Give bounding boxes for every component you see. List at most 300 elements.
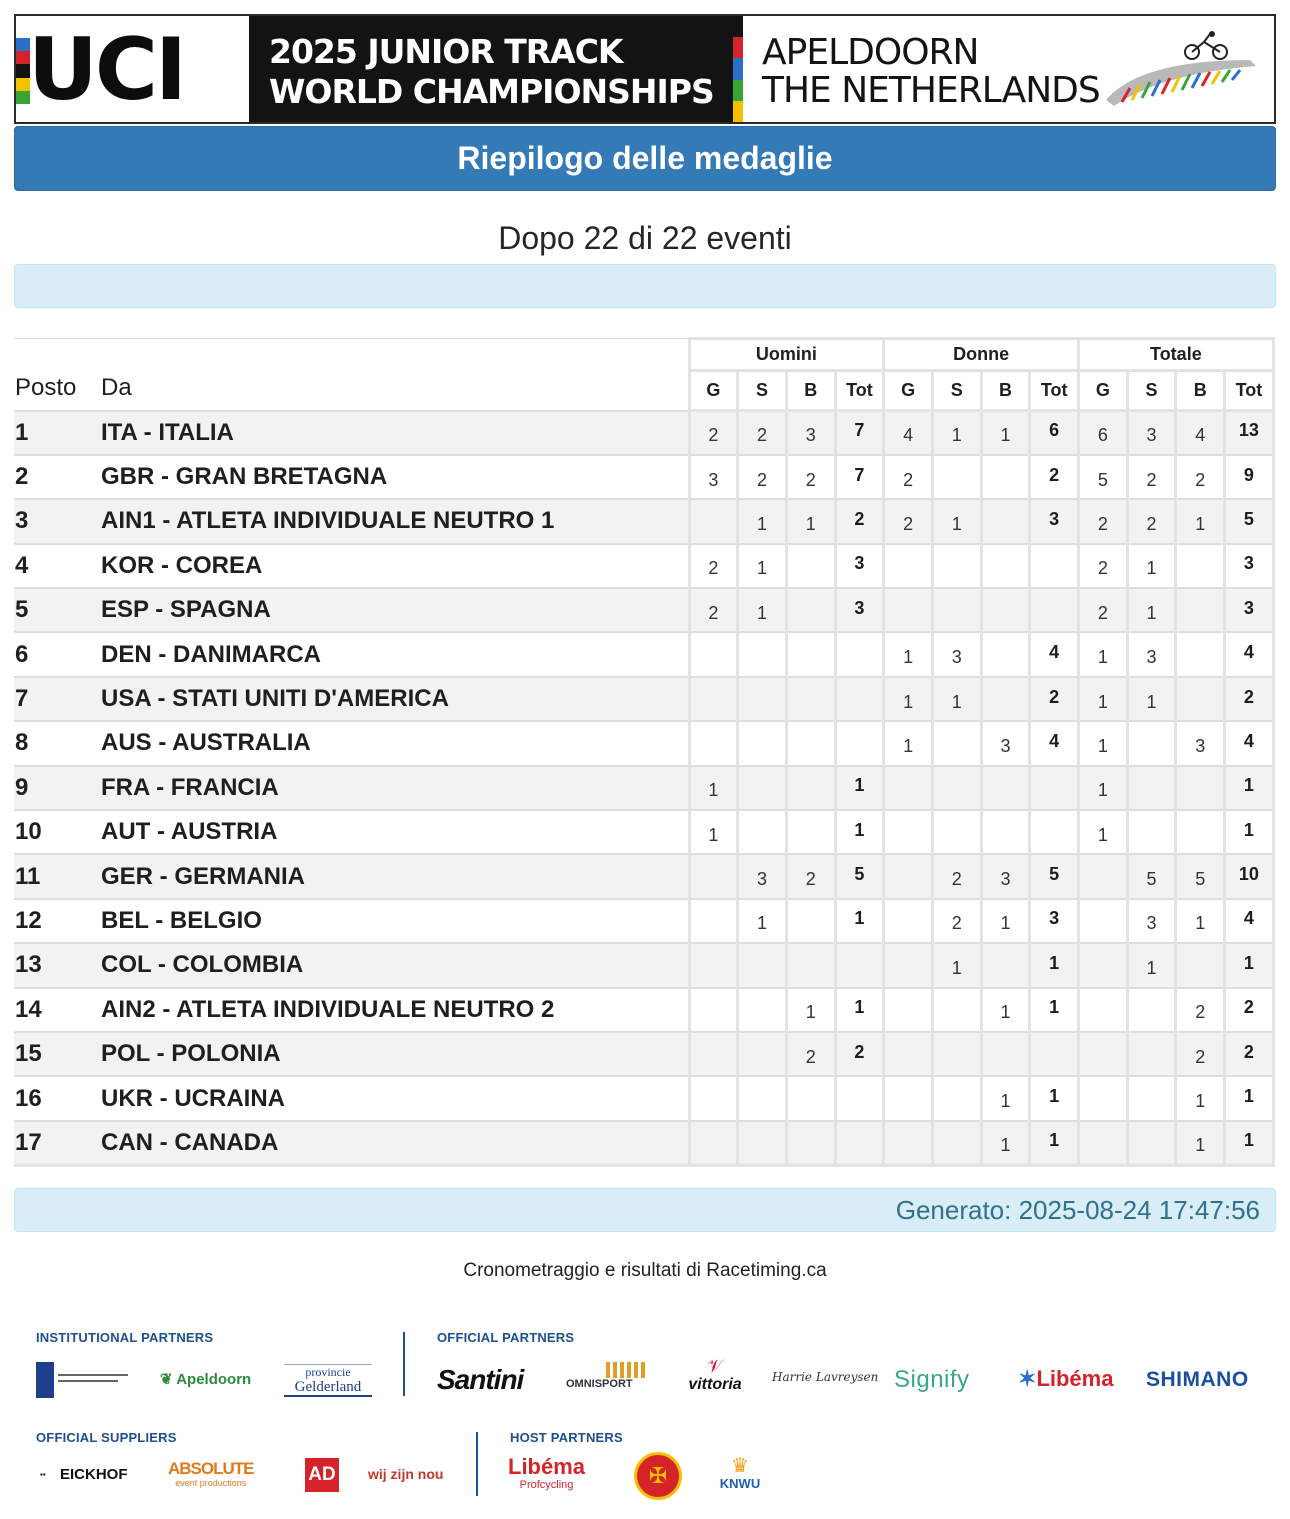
medal-count-cell	[835, 677, 884, 721]
medal-count-cell: 2	[884, 499, 933, 543]
uci-logo-block	[16, 16, 249, 122]
table-row	[14, 632, 1273, 676]
medal-count-cell: 1	[1030, 943, 1079, 987]
medal-count-cell	[981, 544, 1030, 588]
column-header-men-tot: Tot	[835, 371, 884, 411]
table-row	[14, 1032, 1273, 1076]
medal-count-cell: 1	[932, 943, 981, 987]
apeldoorn-logo-text: Apeldoorn	[176, 1371, 252, 1388]
nation-cell: GER - GERMANIA	[101, 854, 689, 898]
eickhof-logo	[40, 1466, 128, 1483]
medal-count-cell: 5	[835, 854, 884, 898]
medal-count-cell: 3	[981, 721, 1030, 765]
medal-count-cell: 4	[1030, 632, 1079, 676]
nation-cell: KOR - COREA	[101, 544, 689, 588]
medal-count-cell	[932, 810, 981, 854]
knwu-logo	[718, 1456, 762, 1491]
rank-cell: 10	[14, 810, 101, 854]
medal-count-cell: 1	[738, 899, 787, 943]
medal-count-cell: 1	[981, 1121, 1030, 1165]
rank-cell: 1	[14, 411, 101, 455]
medal-count-cell: 1	[932, 499, 981, 543]
medal-count-cell: 3	[1127, 411, 1176, 455]
medal-count-cell: 1	[1176, 1121, 1225, 1165]
nation-cell: POL - POLONIA	[101, 1032, 689, 1076]
medal-count-cell	[1030, 1032, 1079, 1076]
medal-count-cell: 2	[689, 544, 738, 588]
medal-count-cell: 2	[1079, 544, 1128, 588]
medal-count-cell: 13	[1225, 411, 1274, 455]
medal-count-cell: 2	[1127, 455, 1176, 499]
timing-credits: Cronometraggio e risultati di Racetiming.ca	[463, 1260, 827, 1281]
medal-count-cell	[981, 810, 1030, 854]
profcycling-text: Profcycling	[519, 1479, 574, 1491]
medal-count-cell: 7	[835, 411, 884, 455]
medal-count-cell	[1079, 854, 1128, 898]
leaf-icon: ❦	[160, 1371, 173, 1388]
medal-count-cell: 3	[689, 455, 738, 499]
medal-count-cell: 1	[884, 632, 933, 676]
medal-count-cell	[884, 544, 933, 588]
absolute-logo	[168, 1459, 254, 1490]
medal-count-cell	[1030, 588, 1079, 632]
medal-count-cell: 5	[1225, 499, 1274, 543]
divider	[403, 1332, 405, 1396]
medal-count-cell: 2	[738, 411, 787, 455]
medal-count-cell	[981, 588, 1030, 632]
medal-count-cell	[786, 899, 835, 943]
medal-count-cell	[786, 588, 835, 632]
medal-count-cell	[884, 810, 933, 854]
medal-count-cell	[1176, 943, 1225, 987]
medal-count-cell: 3	[932, 632, 981, 676]
uci-logo: UCI	[28, 20, 184, 120]
generated-timestamp: Generato: 2025-08-24 17:47:56	[14, 1188, 1276, 1232]
rank-cell: 16	[14, 1076, 101, 1120]
nation-cell: CAN - CANADA	[101, 1121, 689, 1165]
championship-banner	[14, 14, 1276, 124]
medal-count-cell: 2	[1079, 588, 1128, 632]
vittoria-logo	[685, 1356, 745, 1394]
medal-count-cell: 1	[981, 899, 1030, 943]
medal-count-cell: 1	[1079, 677, 1128, 721]
rank-cell: 3	[14, 499, 101, 543]
medal-count-cell	[689, 677, 738, 721]
table-row	[14, 766, 1273, 810]
nation-cell: AUS - AUSTRALIA	[101, 721, 689, 765]
medal-count-cell: 2	[1225, 1032, 1274, 1076]
medal-count-cell	[689, 988, 738, 1032]
medal-count-cell: 2	[1176, 455, 1225, 499]
gelderland-logo	[284, 1364, 372, 1397]
medal-count-cell: 1	[884, 721, 933, 765]
medal-count-cell: 2	[1176, 1032, 1225, 1076]
rank-column-header: Posto	[14, 339, 101, 411]
medal-count-cell	[884, 943, 933, 987]
medal-count-cell	[884, 899, 933, 943]
medal-count-cell	[981, 455, 1030, 499]
medal-count-cell: 1	[1079, 632, 1128, 676]
medal-count-cell	[932, 1032, 981, 1076]
crown-icon: ♛	[731, 1455, 749, 1477]
nation-cell: FRA - FRANCIA	[101, 766, 689, 810]
medal-count-cell	[689, 499, 738, 543]
medal-count-cell	[1127, 1032, 1176, 1076]
medal-count-cell: 2	[1030, 455, 1079, 499]
medal-count-cell: 2	[1079, 499, 1128, 543]
velodrome-cyclist-icon	[1100, 30, 1260, 110]
medal-count-cell	[689, 721, 738, 765]
page-title: Riepilogo delle medaglie	[14, 126, 1276, 191]
institutional-partners-header: INSTITUTIONAL PARTNERS	[36, 1330, 214, 1345]
medal-count-cell	[932, 544, 981, 588]
medal-count-cell: 4	[1225, 632, 1274, 676]
column-header-men-g: G	[689, 371, 738, 411]
rainbow-stripes-right	[733, 16, 743, 122]
rank-cell: 12	[14, 899, 101, 943]
medal-count-cell	[689, 632, 738, 676]
medal-count-cell: 7	[835, 455, 884, 499]
medal-count-cell	[1127, 1076, 1176, 1120]
medal-count-cell	[689, 1121, 738, 1165]
medal-count-cell	[738, 721, 787, 765]
table-row	[14, 411, 1273, 455]
nation-cell: BEL - BELGIO	[101, 899, 689, 943]
vittoria-logo-text: vittoria	[688, 1376, 742, 1393]
medal-count-cell	[884, 766, 933, 810]
apeldoorn-logo	[160, 1370, 251, 1388]
medal-count-cell	[738, 1121, 787, 1165]
medal-count-cell: 3	[1225, 544, 1274, 588]
table-row	[14, 988, 1273, 1032]
official-partners-header: OFFICIAL PARTNERS	[437, 1330, 575, 1345]
rank-cell: 4	[14, 544, 101, 588]
medal-count-cell: 4	[1030, 721, 1079, 765]
medal-count-cell: 2	[932, 899, 981, 943]
medal-count-cell	[1079, 899, 1128, 943]
column-header-women-b: B	[981, 371, 1030, 411]
nation-cell: USA - STATI UNITI D'AMERICA	[101, 677, 689, 721]
medal-count-cell	[1030, 544, 1079, 588]
medal-count-cell: 1	[1225, 810, 1274, 854]
women-group-header: Donne	[884, 339, 1079, 371]
official-suppliers-header: OFFICIAL SUPPLIERS	[36, 1430, 177, 1445]
medal-count-cell	[981, 632, 1030, 676]
medal-count-cell: 3	[786, 411, 835, 455]
medal-count-cell: 2	[786, 854, 835, 898]
medal-count-cell	[786, 810, 835, 854]
medal-count-cell	[835, 632, 884, 676]
medal-count-cell	[738, 1032, 787, 1076]
divider	[476, 1432, 478, 1496]
medal-count-cell	[786, 677, 835, 721]
medal-count-cell: 1	[1079, 721, 1128, 765]
city-line-2: THE NETHERLANDS	[762, 70, 1100, 111]
event-title-line-2: WORLD CHAMPIONSHIPS	[269, 72, 714, 111]
medal-count-cell: 6	[1079, 411, 1128, 455]
medal-count-cell: 2	[1225, 677, 1274, 721]
medal-count-cell	[835, 1121, 884, 1165]
medal-count-cell: 4	[1225, 721, 1274, 765]
harrie-lavreysen-signature: Harrie Lavreysen	[772, 1370, 879, 1384]
medal-count-cell: 3	[1176, 721, 1225, 765]
table-row	[14, 677, 1273, 721]
ad-logo: AD	[305, 1458, 339, 1492]
medal-count-cell: 1	[932, 677, 981, 721]
medal-table	[14, 337, 1275, 1167]
medal-count-cell	[1079, 1121, 1128, 1165]
medal-count-cell: 2	[738, 455, 787, 499]
absolute-logo-subtext: event productions	[175, 1478, 247, 1488]
medal-count-cell: 2	[689, 588, 738, 632]
libema-profcycling-logo	[508, 1454, 586, 1494]
libema-logo-text: Libéma	[1036, 1366, 1114, 1391]
table-row	[14, 588, 1273, 632]
medal-count-cell	[786, 943, 835, 987]
shimano-logo: SHIMANO	[1146, 1368, 1249, 1391]
medal-count-cell	[1030, 810, 1079, 854]
medal-count-cell	[884, 1121, 933, 1165]
nation-cell: AIN1 - ATLETA INDIVIDUALE NEUTRO 1	[101, 499, 689, 543]
medal-count-cell: 1	[689, 766, 738, 810]
medal-count-cell: 4	[884, 411, 933, 455]
nation-cell: COL - COLOMBIA	[101, 943, 689, 987]
medal-count-cell	[1127, 766, 1176, 810]
medal-count-cell	[932, 588, 981, 632]
medal-count-cell	[1030, 766, 1079, 810]
medal-count-cell	[835, 1076, 884, 1120]
ministry-logo	[36, 1362, 128, 1398]
medal-count-cell: 1	[981, 988, 1030, 1032]
medal-count-cell: 1	[1127, 588, 1176, 632]
star-icon: ✶	[1018, 1366, 1037, 1391]
medal-count-cell: 5	[1127, 854, 1176, 898]
medal-count-cell	[1127, 721, 1176, 765]
medal-count-cell: 1	[1225, 1121, 1274, 1165]
medal-count-cell	[1176, 810, 1225, 854]
medal-count-cell: 1	[1176, 899, 1225, 943]
medal-count-cell: 1	[689, 810, 738, 854]
medal-count-cell: 1	[738, 588, 787, 632]
medal-count-cell: 2	[884, 455, 933, 499]
nation-cell: GBR - GRAN BRETAGNA	[101, 455, 689, 499]
medal-count-cell	[932, 1076, 981, 1120]
gelderland-logo-line-1: provincie	[305, 1365, 351, 1379]
medal-count-cell	[1127, 810, 1176, 854]
info-box	[14, 264, 1276, 308]
medal-count-cell: 5	[1176, 854, 1225, 898]
events-progress: Dopo 22 di 22 eventi	[498, 220, 792, 256]
medal-count-cell: 3	[738, 854, 787, 898]
medal-count-cell: 2	[932, 854, 981, 898]
medal-count-cell	[1176, 632, 1225, 676]
medal-count-cell: 1	[835, 988, 884, 1032]
nation-cell: ESP - SPAGNA	[101, 588, 689, 632]
rank-cell: 5	[14, 588, 101, 632]
medal-count-cell	[738, 677, 787, 721]
eickhof-logo-text: EICKHOF	[60, 1466, 128, 1483]
medal-count-cell	[1079, 943, 1128, 987]
omnisport-logo-text: OMNISPORT	[566, 1378, 633, 1390]
medal-count-cell	[1079, 1076, 1128, 1120]
medal-count-cell: 2	[1176, 988, 1225, 1032]
table-row	[14, 1076, 1273, 1120]
medal-count-cell	[1127, 1121, 1176, 1165]
medal-count-cell	[884, 1076, 933, 1120]
medal-count-cell	[786, 721, 835, 765]
column-header-men-s: S	[738, 371, 787, 411]
medal-count-cell: 1	[1225, 766, 1274, 810]
table-row	[14, 544, 1273, 588]
medal-count-cell: 3	[835, 588, 884, 632]
column-header-total-g: G	[1079, 371, 1128, 411]
medal-count-cell: 1	[932, 411, 981, 455]
knwu-logo-text: KNWU	[719, 1476, 761, 1491]
rank-cell: 8	[14, 721, 101, 765]
medal-count-cell: 2	[1030, 677, 1079, 721]
medal-count-cell	[932, 721, 981, 765]
omnisport-logo	[566, 1362, 648, 1398]
medal-count-cell	[786, 1076, 835, 1120]
column-header-women-tot: Tot	[1030, 371, 1079, 411]
medal-count-cell: 1	[1079, 766, 1128, 810]
medal-count-cell: 5	[1030, 854, 1079, 898]
nation-column-header: Da	[101, 339, 689, 411]
medal-count-cell: 1	[1127, 677, 1176, 721]
medal-count-cell: 3	[1030, 499, 1079, 543]
nation-cell: AIN2 - ATLETA INDIVIDUALE NEUTRO 2	[101, 988, 689, 1032]
medal-count-cell	[738, 632, 787, 676]
medal-count-cell: 4	[1176, 411, 1225, 455]
column-header-women-s: S	[932, 371, 981, 411]
medal-count-cell	[835, 721, 884, 765]
medal-count-cell: 1	[1127, 544, 1176, 588]
medal-count-cell	[1079, 1032, 1128, 1076]
medal-count-cell	[689, 943, 738, 987]
medal-count-cell: 1	[835, 899, 884, 943]
table-row	[14, 810, 1273, 854]
table-row	[14, 899, 1273, 943]
medal-count-cell: 3	[1225, 588, 1274, 632]
medal-count-cell	[932, 1121, 981, 1165]
medal-count-cell	[932, 988, 981, 1032]
medal-count-cell	[738, 1076, 787, 1120]
event-title-line-1: 2025 JUNIOR TRACK	[269, 32, 623, 71]
column-header-men-b: B	[786, 371, 835, 411]
medal-count-cell	[981, 677, 1030, 721]
medal-count-cell: 10	[1225, 854, 1274, 898]
medal-count-cell: 1	[1176, 499, 1225, 543]
medal-count-cell: 2	[1127, 499, 1176, 543]
medal-count-cell: 1	[1176, 1076, 1225, 1120]
medal-count-cell	[981, 499, 1030, 543]
column-header-total-s: S	[1127, 371, 1176, 411]
medal-count-cell: 5	[1079, 455, 1128, 499]
medal-count-cell: 1	[786, 988, 835, 1032]
rank-cell: 17	[14, 1121, 101, 1165]
medal-count-cell	[884, 588, 933, 632]
medal-count-cell: 9	[1225, 455, 1274, 499]
medal-count-cell	[981, 943, 1030, 987]
medal-count-cell	[689, 1076, 738, 1120]
medal-count-cell: 3	[1030, 899, 1079, 943]
medal-count-cell: 3	[981, 854, 1030, 898]
column-header-women-g: G	[884, 371, 933, 411]
medal-count-cell	[689, 899, 738, 943]
host-partners-header: HOST PARTNERS	[510, 1430, 623, 1445]
signify-logo: Signify	[894, 1366, 970, 1393]
table-row	[14, 721, 1273, 765]
santini-logo: Santini	[437, 1364, 524, 1395]
column-header-total-tot: Tot	[1225, 371, 1274, 411]
medal-count-cell: 1	[1030, 1076, 1079, 1120]
wij-zijn-nou-logo: wij zijn nou	[368, 1466, 444, 1482]
apeldoorn-crest-icon: ✠	[634, 1452, 682, 1500]
vittoria-mark-icon: 𝒱	[707, 1356, 723, 1376]
medal-count-cell: 1	[884, 677, 933, 721]
column-header-total-b: B	[1176, 371, 1225, 411]
medal-count-cell	[1127, 988, 1176, 1032]
medal-count-cell: 4	[1225, 899, 1274, 943]
medal-count-cell	[1079, 988, 1128, 1032]
medal-count-cell: 3	[1127, 899, 1176, 943]
rank-cell: 11	[14, 854, 101, 898]
men-group-header: Uomini	[689, 339, 884, 371]
medal-count-cell: 2	[689, 411, 738, 455]
medal-count-cell: 1	[1225, 1076, 1274, 1120]
medal-count-cell	[932, 766, 981, 810]
medal-count-cell: 1	[1030, 1121, 1079, 1165]
medal-count-cell	[786, 766, 835, 810]
medal-count-cell: 1	[1079, 810, 1128, 854]
medal-count-cell	[1176, 544, 1225, 588]
rank-cell: 2	[14, 455, 101, 499]
rank-cell: 9	[14, 766, 101, 810]
event-title-block	[249, 16, 733, 122]
rank-cell: 14	[14, 988, 101, 1032]
table-row	[14, 1121, 1273, 1165]
medal-count-cell: 1	[835, 766, 884, 810]
nation-cell: DEN - DANIMARCA	[101, 632, 689, 676]
medal-count-cell	[932, 455, 981, 499]
medal-count-cell	[1176, 588, 1225, 632]
table-row	[14, 499, 1273, 543]
medal-count-cell: 1	[1030, 988, 1079, 1032]
rank-cell: 13	[14, 943, 101, 987]
table-row	[14, 943, 1273, 987]
city-line-1: APELDOORN	[762, 32, 979, 73]
medal-count-cell: 2	[786, 1032, 835, 1076]
medal-count-cell	[1176, 766, 1225, 810]
medal-count-cell: 2	[1225, 988, 1274, 1032]
medal-count-cell: 2	[835, 1032, 884, 1076]
medal-count-cell: 3	[1127, 632, 1176, 676]
rank-cell: 7	[14, 677, 101, 721]
medal-count-cell: 2	[835, 499, 884, 543]
medal-count-cell	[738, 943, 787, 987]
nation-cell: AUT - AUSTRIA	[101, 810, 689, 854]
medal-count-cell	[835, 943, 884, 987]
medal-table-body	[14, 411, 1273, 1166]
libema-logo	[1018, 1366, 1113, 1392]
medal-count-cell	[786, 1121, 835, 1165]
medal-count-cell	[1176, 677, 1225, 721]
medal-count-cell	[884, 988, 933, 1032]
medal-count-cell: 2	[786, 455, 835, 499]
medal-count-cell	[786, 632, 835, 676]
medal-count-cell: 1	[738, 544, 787, 588]
medal-count-cell	[981, 1032, 1030, 1076]
